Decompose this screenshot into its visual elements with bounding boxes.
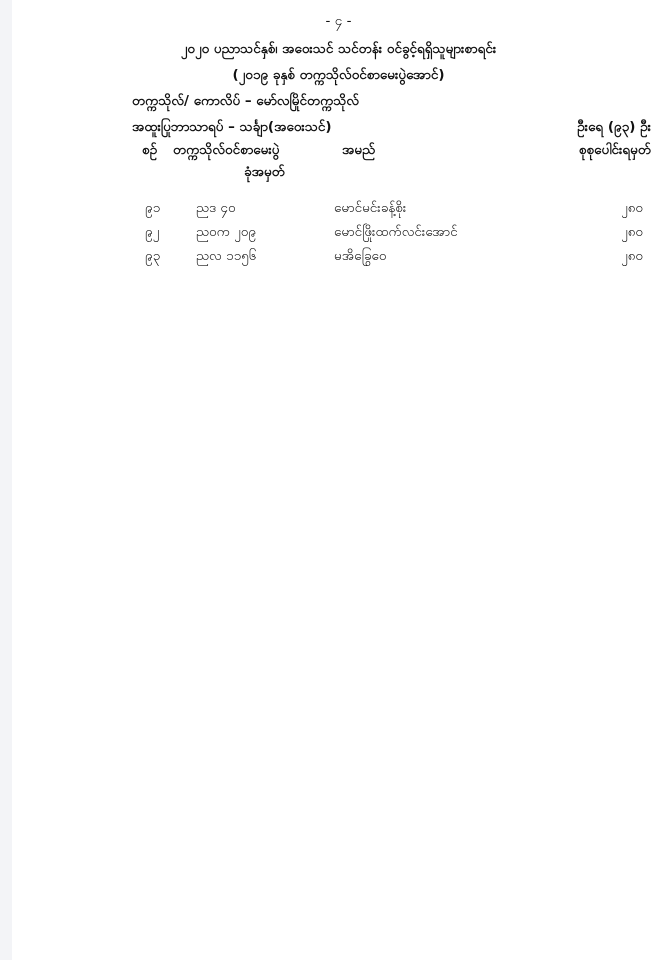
row-name: မောင်မင်းခန့်စိုး <box>334 200 407 216</box>
table-row <box>12 222 665 242</box>
page-number: - ၄ - <box>325 13 352 29</box>
row-name: မအိခြွေဝေ <box>334 248 387 264</box>
row-marks: ၂၈၀ <box>621 200 643 216</box>
document-page <box>12 0 665 960</box>
header-name: အမည် <box>342 142 376 158</box>
university-line: တက္ကသိုလ်/ ကောလိပ် – မော်လမြိုင်တက္ကသိုလ် <box>132 93 360 109</box>
header-no: စဉ် <box>142 142 158 158</box>
row-no: ၉၃ <box>145 248 161 264</box>
table-row <box>12 246 665 266</box>
total-count: ဦးရေ (၉၃) ဦး <box>577 119 651 135</box>
header-exam-no: တက္ကသိုလ်ဝင်စာမေးပွဲ <box>173 142 280 158</box>
row-exam-no: ညလ ၁၁၅၆ <box>196 248 257 264</box>
row-name: မောင်ဖြိုးထက်လင်းအောင် <box>334 224 458 240</box>
row-no: ၉၁ <box>145 200 161 216</box>
table-row <box>12 198 665 218</box>
row-no: ၉၂ <box>145 224 160 240</box>
row-exam-no: ညဝက ၂၀၉ <box>196 224 256 240</box>
major-line: အထူးပြုဘာသာရပ် – သင်္ချာ(အဝေးသင်) <box>132 119 332 135</box>
header-marks: စုစုပေါင်းရမှတ် <box>578 142 651 158</box>
document-title: ၂၀၂၀ ပညာသင်နှစ်၊ အဝေးသင် သင်တန်း ဝင်ခွင့်ရရှိသူများစာရင်း <box>180 41 497 57</box>
row-marks: ၂၈၀ <box>621 248 643 264</box>
header-exam-no-line2: ခုံအမှတ် <box>244 164 285 180</box>
row-exam-no: ညဒ ၄၀ <box>196 200 236 216</box>
row-marks: ၂၈၀ <box>621 224 643 240</box>
document-subtitle: (၂၀၁၉ ခုနှစ် တက္ကသိုလ်ဝင်စာမေးပွဲအောင်) <box>232 67 445 83</box>
